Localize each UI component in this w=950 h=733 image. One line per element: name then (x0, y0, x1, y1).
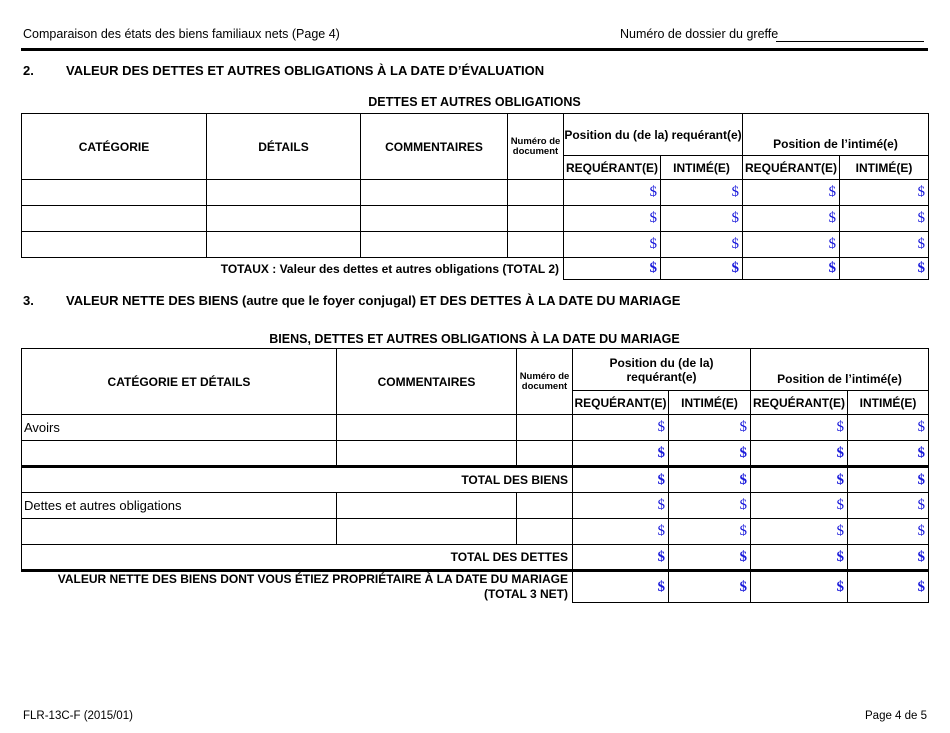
amount-field[interactable]: $ (669, 519, 751, 545)
header-divider (21, 48, 928, 51)
section-3-title: VALEUR NETTE DES BIENS (autre que le foyer conjugal) ET DES DETTES À LA DATE DU MARIAGE (66, 293, 681, 308)
col-respondent-position: Position de l’intimé(e) (751, 349, 929, 391)
col-applicant-position: Position du (de la) requérant(e) (573, 349, 751, 391)
input-comments[interactable] (361, 232, 508, 258)
debts-row (22, 493, 929, 519)
amount-field[interactable]: $ (751, 519, 848, 545)
input-doc[interactable] (517, 493, 573, 519)
amount-field[interactable]: $ (669, 493, 751, 519)
total-2-label: TOTAUX : Valeur des dettes et autres obligations (TOTAL 2) (22, 258, 564, 280)
sub-respondent-respondent: INTIMÉ(E) (840, 156, 929, 180)
total-amount-field[interactable]: $ (751, 545, 848, 571)
amount-field[interactable]: $ (848, 415, 929, 441)
sub-respondent-applicant: REQUÉRANT(E) (743, 156, 840, 180)
debts-table (21, 113, 929, 280)
page-number: Page 4 de 5 (865, 710, 928, 722)
court-file-input-line[interactable] (776, 41, 924, 42)
totals-row (22, 258, 929, 280)
marriage-table-title: BIENS, DETTES ET AUTRES OBLIGATIONS À LA DATE DU MARIAGE (269, 332, 680, 346)
amount-field[interactable]: $ (573, 415, 669, 441)
col-document-number: Numéro de document (517, 349, 573, 415)
section-2-number: 2. (23, 63, 34, 78)
total-amount-field[interactable]: $ (669, 545, 751, 571)
debts-label: Dettes et autres obligations (22, 493, 337, 519)
section-3-number: 3. (23, 293, 34, 308)
input-comments[interactable] (337, 415, 517, 441)
amount-field[interactable]: $ (743, 206, 840, 232)
input-details[interactable] (207, 180, 361, 206)
amount-field[interactable]: $ (661, 180, 743, 206)
input-comments[interactable] (337, 519, 517, 545)
amount-field[interactable]: $ (661, 206, 743, 232)
col-details: DÉTAILS (207, 114, 361, 180)
input-doc[interactable] (508, 180, 564, 206)
marriage-table (21, 348, 929, 603)
input-comments[interactable] (361, 180, 508, 206)
amount-field[interactable]: $ (743, 232, 840, 258)
total-amount-field[interactable]: $ (669, 467, 751, 493)
sub-applicant-applicant: REQUÉRANT(E) (573, 391, 669, 415)
total-amount-field[interactable]: $ (848, 571, 929, 603)
net-value-label: VALEUR NETTE DES BIENS DONT VOUS ÉTIEZ PROPRIÉTAIRE À LA DATE DU MARIAGE (TOTAL 3 NET) (22, 571, 573, 603)
amount-field[interactable]: $ (564, 232, 661, 258)
amount-field[interactable]: $ (573, 493, 669, 519)
sub-applicant-applicant: REQUÉRANT(E) (564, 156, 661, 180)
assets-row (22, 415, 929, 441)
form-id: FLR-13C-F (2015/01) (23, 710, 133, 722)
input-doc[interactable] (508, 232, 564, 258)
table-row (22, 180, 929, 206)
total-debts-label: TOTAL DES DETTES (22, 545, 573, 571)
amount-field[interactable]: $ (751, 415, 848, 441)
total-amount-field[interactable]: $ (661, 258, 743, 280)
amount-field[interactable]: $ (564, 206, 661, 232)
total-assets-label: TOTAL DES BIENS (22, 467, 573, 493)
amount-field[interactable]: $ (669, 441, 751, 467)
total-amount-field[interactable]: $ (743, 258, 840, 280)
col-category: CATÉGORIE (22, 114, 207, 180)
input-comments[interactable] (361, 206, 508, 232)
amount-field[interactable]: $ (848, 519, 929, 545)
input-details[interactable] (207, 232, 361, 258)
input-comments[interactable] (337, 441, 517, 467)
amount-field[interactable]: $ (751, 493, 848, 519)
table-row (22, 232, 929, 258)
total-amount-field[interactable]: $ (573, 545, 669, 571)
amount-field[interactable]: $ (573, 441, 669, 467)
amount-field[interactable]: $ (573, 519, 669, 545)
debts-table-title: DETTES ET AUTRES OBLIGATIONS (368, 95, 581, 109)
sub-respondent-respondent: INTIMÉ(E) (848, 391, 929, 415)
sub-applicant-respondent: INTIMÉ(E) (661, 156, 743, 180)
amount-field[interactable]: $ (564, 180, 661, 206)
col-comments: COMMENTAIRES (337, 349, 517, 415)
amount-field[interactable]: $ (848, 493, 929, 519)
amount-field[interactable]: $ (743, 180, 840, 206)
sub-applicant-respondent: INTIMÉ(E) (669, 391, 751, 415)
net-value-row (22, 571, 929, 603)
table-row (22, 206, 929, 232)
input-category[interactable] (22, 206, 207, 232)
amount-field[interactable]: $ (751, 441, 848, 467)
col-document-number: Numéro de document (508, 114, 564, 180)
col-comments: COMMENTAIRES (361, 114, 508, 180)
col-respondent-position: Position de l’intimé(e) (743, 114, 929, 156)
amount-field[interactable]: $ (840, 232, 929, 258)
table-row (22, 519, 929, 545)
court-file-label: Numéro de dossier du greffe (620, 27, 779, 41)
total-amount-field[interactable]: $ (573, 467, 669, 493)
input-comments[interactable] (337, 493, 517, 519)
amount-field[interactable]: $ (661, 232, 743, 258)
input-doc[interactable] (517, 519, 573, 545)
total-assets-row (22, 467, 929, 493)
amount-field[interactable]: $ (848, 441, 929, 467)
total-amount-field[interactable]: $ (848, 545, 929, 571)
amount-field[interactable]: $ (840, 180, 929, 206)
amount-field[interactable]: $ (669, 415, 751, 441)
sub-respondent-applicant: REQUÉRANT(E) (751, 391, 848, 415)
col-applicant-position: Position du (de la) requérant(e) (564, 114, 743, 156)
total-amount-field[interactable]: $ (573, 571, 669, 603)
input-category[interactable] (22, 441, 337, 467)
input-category[interactable] (22, 519, 337, 545)
assets-label: Avoirs (22, 415, 337, 441)
table-row (22, 441, 929, 467)
col-category-details: CATÉGORIE ET DÉTAILS (22, 349, 337, 415)
total-amount-field[interactable]: $ (848, 467, 929, 493)
input-doc[interactable] (517, 415, 573, 441)
total-amount-field[interactable]: $ (751, 571, 848, 603)
input-category[interactable] (22, 180, 207, 206)
total-amount-field[interactable]: $ (751, 467, 848, 493)
form-title: Comparaison des états des biens familiaux nets (Page 4) (23, 27, 340, 41)
amount-field[interactable]: $ (840, 206, 929, 232)
input-doc[interactable] (508, 206, 564, 232)
input-doc[interactable] (517, 441, 573, 467)
section-2-title: VALEUR DES DETTES ET AUTRES OBLIGATIONS À LA DATE D’ÉVALUATION (66, 63, 545, 78)
input-details[interactable] (207, 206, 361, 232)
total-debts-row (22, 545, 929, 571)
total-amount-field[interactable]: $ (840, 258, 929, 280)
total-amount-field[interactable]: $ (564, 258, 661, 280)
input-category[interactable] (22, 232, 207, 258)
total-amount-field[interactable]: $ (669, 571, 751, 603)
